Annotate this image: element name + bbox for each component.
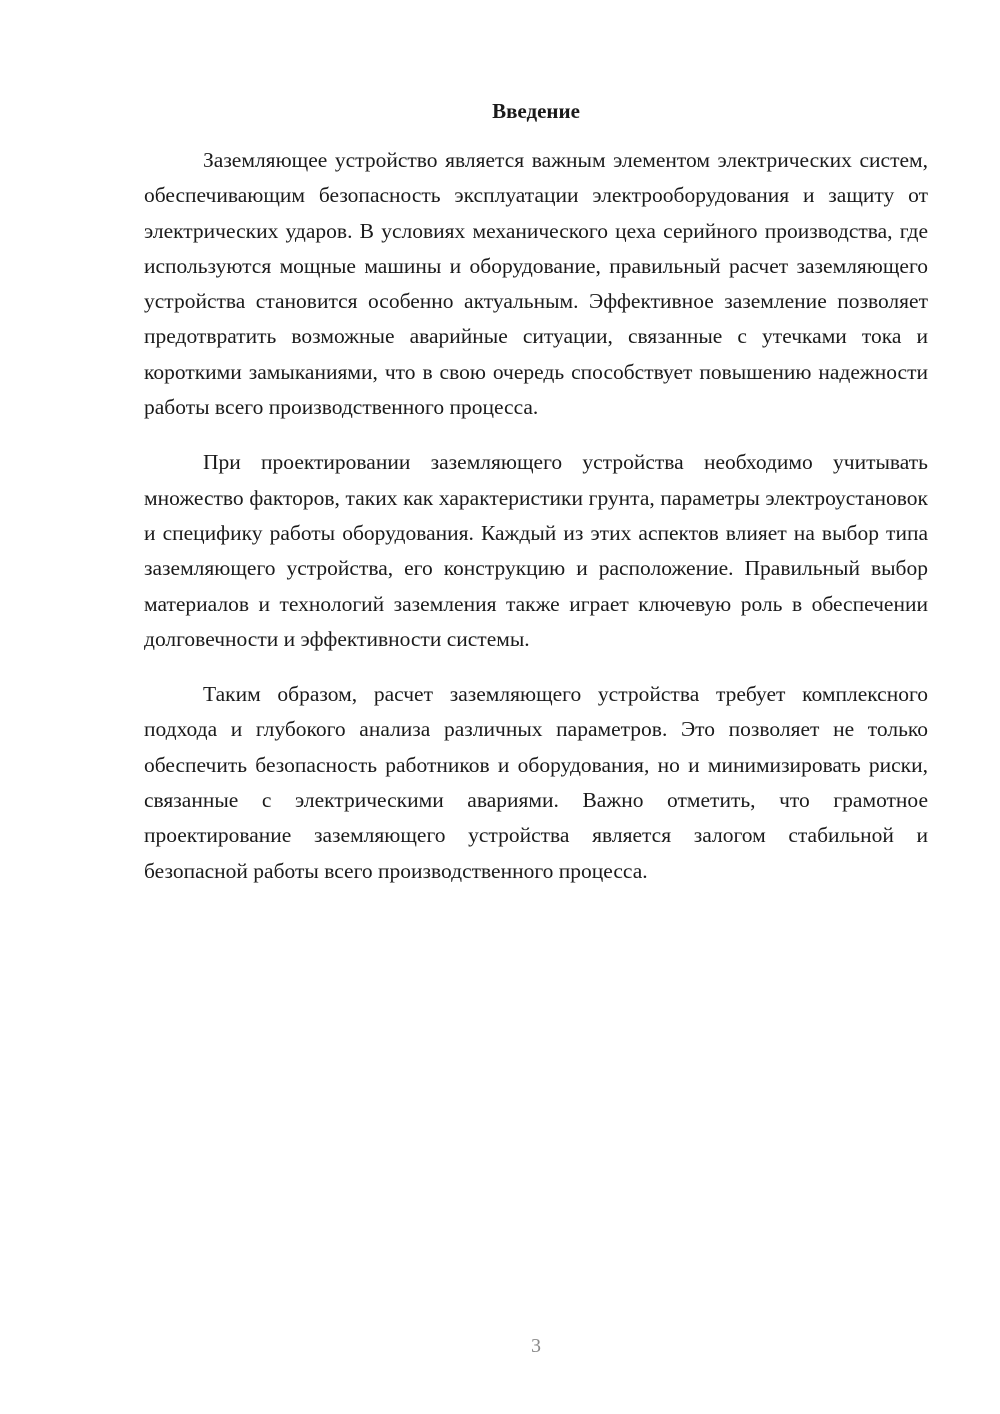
page-title: Введение [492, 99, 580, 123]
paragraph-1: Заземляющее устройство является важным элементом электрических систем, обеспечивающим безопасность эксплуатации электрооборудования и защиту от электрических ударов. В условиях механического цеха серийного производства, где используются мощные машины и оборудование, правильный расчет заземляющего устройства становится особенно актуальным. Эффективное заземление позволяет предотвратить возможные аварийные ситуации, связанные с утечками тока и короткими замыканиями, что в свою очередь способствует повышению надежности работы всего производственного процесса. [144, 148, 928, 420]
body-text [144, 143, 928, 909]
paragraph-3: Таким образом, расчет заземляющего устройства требует комплексного подхода и глубокого анализа различных параметров. Это позволяет не только обеспечить безопасность работников и оборудования, но и минимизировать риски, связанные с электрическими авариями. Важно отметить, что грамотное проектирование заземляющего устройства является залогом стабильной и безопасной работы всего производственного процесса. [144, 682, 928, 883]
page-number: 3 [531, 1335, 541, 1357]
paragraph-2: При проектировании заземляющего устройства необходимо учитывать множество факторов, таких как характеристики грунта, параметры электроустановок и специфику работы оборудования. Каждый из этих аспектов влияет на выбор типа заземляющего устройства, его конструкцию и расположение. Правильный выбор материалов и технологий заземления также играет ключевую роль в обеспечении долговечности и эффективности системы. [144, 450, 928, 651]
